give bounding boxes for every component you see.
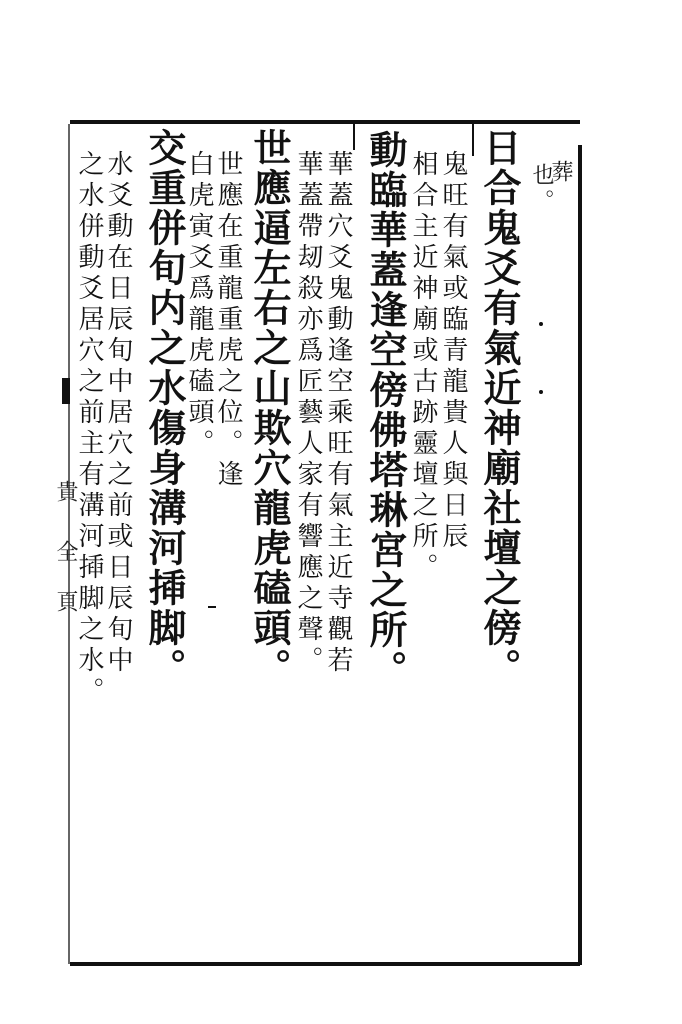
annotation-column: 水爻動在日辰旬中居穴之前或日辰旬中 [103,150,133,677]
ink-dot [539,322,543,326]
margin-fragment: 全 [53,540,78,562]
ink-dot [208,606,216,608]
heading-column: 動臨華蓋逢空傍佛塔琳宮之所。 [363,130,408,690]
ink-dot [539,390,543,394]
annotation-column: 相合主近神廟或古跡靈壇之所。 [408,150,438,584]
annotation-column: 白虎寅爻爲龍虎磕頭。 [184,150,214,460]
margin-fragment: 頁 [53,590,78,612]
annotation-column: 世應在重龍重虎之位。逢 [213,150,243,491]
bottom-border-rule [70,962,580,966]
column-separator [472,120,474,156]
annotation-column: 華蓋帶刼殺亦爲匠藝人家有響應之聲。 [293,150,323,677]
text-column: 也。 [529,163,554,215]
heading-column: 日合鬼爻有氣近神廟社壇之傍。 [477,128,522,688]
right-border-rule [578,145,582,965]
header-char: 葬 [548,160,573,186]
annotation-column: 華蓋穴爻鬼動逢空乘旺有氣主近寺觀若 [323,150,353,677]
margin-fragment: 貴 [53,480,78,502]
heading-column: 世應逼左右之山欺穴龍虎磕頭。 [247,128,292,688]
annotation-column: 鬼旺有氣或臨青龍貴人與日辰 [438,150,468,553]
annotation-column: 之水併動爻居穴之前主有溝河揷脚之水。 [74,150,104,708]
column-separator [353,120,355,150]
ink-blot [62,378,70,404]
heading-column: 交重併旬内之水傷身溝河揷脚。 [142,128,187,688]
top-border-rule [70,120,580,124]
